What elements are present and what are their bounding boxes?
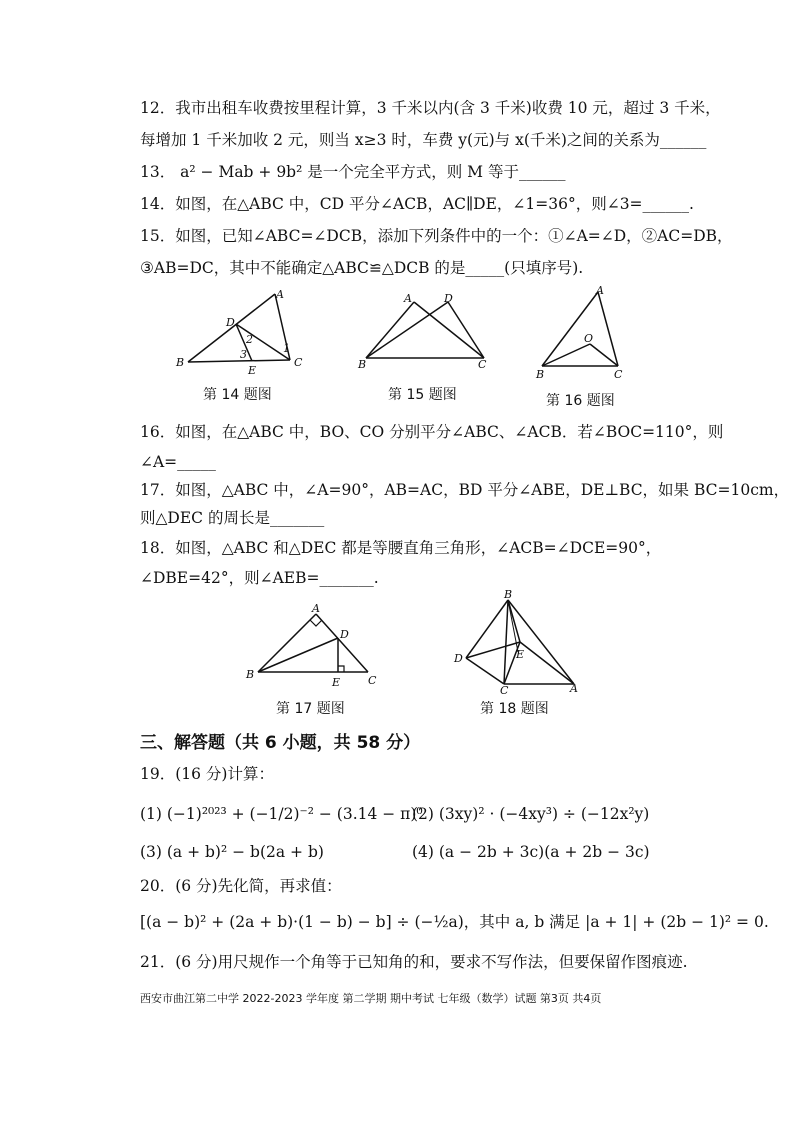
- fig15-label-d: D: [444, 292, 453, 305]
- fig15-label-c: C: [478, 358, 487, 371]
- q17-line1: 17．如图，△ABC 中，∠A=90°，AB=AC，BD 平分∠ABE，DE⊥BC，如果 BC=10cm，: [140, 481, 790, 499]
- fig14-label-2: 2: [246, 333, 253, 346]
- fig18-label-e: E: [516, 648, 525, 661]
- fig14-label-3: 3: [240, 348, 247, 361]
- figure-18: [448, 586, 588, 694]
- fig14-caption: 第 14 题图: [203, 387, 272, 403]
- fig17-label-d: D: [340, 628, 349, 641]
- fig17-caption: 第 17 题图: [276, 701, 345, 717]
- fig18-caption: 第 18 题图: [480, 701, 549, 717]
- fig16-label-o: O: [584, 332, 594, 345]
- q19-part2: (2) (3xy)² · (−4xy³) ÷ (−12x²y): [412, 805, 650, 823]
- fig16-label-b: B: [536, 368, 545, 381]
- fig14-label-1: 1: [283, 342, 290, 355]
- fig14-label-d: D: [226, 316, 235, 329]
- fig16-label-a: A: [596, 284, 604, 297]
- fig18-label-d: D: [454, 652, 463, 665]
- q13: 13． a² − Mab + 9b² 是一个完全平方式，则 M 等于______: [140, 163, 566, 181]
- fig16-label-c: C: [614, 368, 623, 381]
- section-3-heading: 三、解答题（共 6 小题，共 58 分）: [140, 733, 421, 753]
- fig14-label-c: C: [294, 356, 303, 369]
- q19-part1: (1) (−1)²⁰²³ + (−1/2)⁻² − (3.14 − π)⁰: [140, 805, 423, 823]
- fig14-label-a: A: [276, 288, 284, 301]
- q14: 14．如图，在△ABC 中，CD 平分∠ACB，AC∥DE，∠1=36°，则∠3=______.: [140, 195, 694, 213]
- q20-expression: [(a − b)² + (2a + b)·(1 − b) − b] ÷ (−½a)，其中 a, b 满足 |a + 1| + (2b − 1)² = 0.: [140, 913, 769, 931]
- q20-head: 20．(6 分)先化简，再求值：: [140, 877, 342, 895]
- fig17-label-b: B: [246, 668, 255, 681]
- q16-line1: 16．如图，在△ABC 中，BO、CO 分别平分∠ABC、∠ACB．若∠BOC=110°，则: [140, 423, 724, 441]
- q19-head: 19．(16 分)计算：: [140, 765, 274, 783]
- fig17-label-a: A: [312, 602, 320, 615]
- figure-17: [240, 598, 390, 690]
- q21: 21．(6 分)用尺规作一个角等于已知角的和，要求不写作法，但要保留作图痕迹.: [140, 953, 688, 971]
- q12-line2: 每增加 1 千米加收 2 元，则当 x≥3 时，车费 y(元)与 x(千米)之间的关系为______: [140, 131, 707, 149]
- page-footer: 西安市曲江第二中学 2022-2023 学年度 第二学期 期中考试 七年级（数学）试题 第3页 共4页: [140, 992, 602, 1005]
- figure-14: [170, 288, 310, 378]
- fig15-caption: 第 15 题图: [388, 387, 457, 403]
- q17-line2: 则△DEC 的周长是_______: [140, 509, 325, 527]
- fig18-label-b: B: [504, 588, 513, 601]
- fig18-label-c: C: [500, 684, 509, 694]
- q18-line1: 18．如图，△ABC 和△DEC 都是等腰直角三角形，∠ACB=∠DCE=90°，: [140, 539, 662, 557]
- fig14-label-b: B: [176, 356, 185, 369]
- fig15-label-a: A: [404, 292, 412, 305]
- q18-line2: ∠DBE=42°，则∠AEB=_______.: [140, 569, 379, 587]
- fig16-caption: 第 16 题图: [546, 393, 615, 409]
- q19-part4: (4) (a − 2b + 3c)(a + 2b − 3c): [412, 843, 650, 861]
- q19-part3: (3) (a + b)² − b(2a + b): [140, 843, 324, 861]
- fig17-label-e: E: [332, 676, 341, 689]
- fig14-label-e: E: [248, 364, 257, 377]
- fig17-label-c: C: [368, 674, 377, 687]
- q12-line1: 12．我市出租车收费按里程计算，3 千米以内(含 3 千米)收费 10 元，超过 3 千米，: [140, 99, 721, 117]
- figure-16: [534, 284, 644, 384]
- figure-15: [352, 290, 502, 375]
- fig15-label-b: B: [358, 358, 367, 371]
- q15-line2: ③AB=DC，其中不能确定△ABC≌△DCB 的是_____(只填序号).: [140, 259, 584, 277]
- q16-line2: ∠A=_____: [140, 453, 216, 471]
- q15-line1: 15．如图，已知∠ABC=∠DCB，添加下列条件中的一个：①∠A=∠D，②AC=DB，: [140, 227, 733, 245]
- fig18-label-a: A: [570, 682, 578, 694]
